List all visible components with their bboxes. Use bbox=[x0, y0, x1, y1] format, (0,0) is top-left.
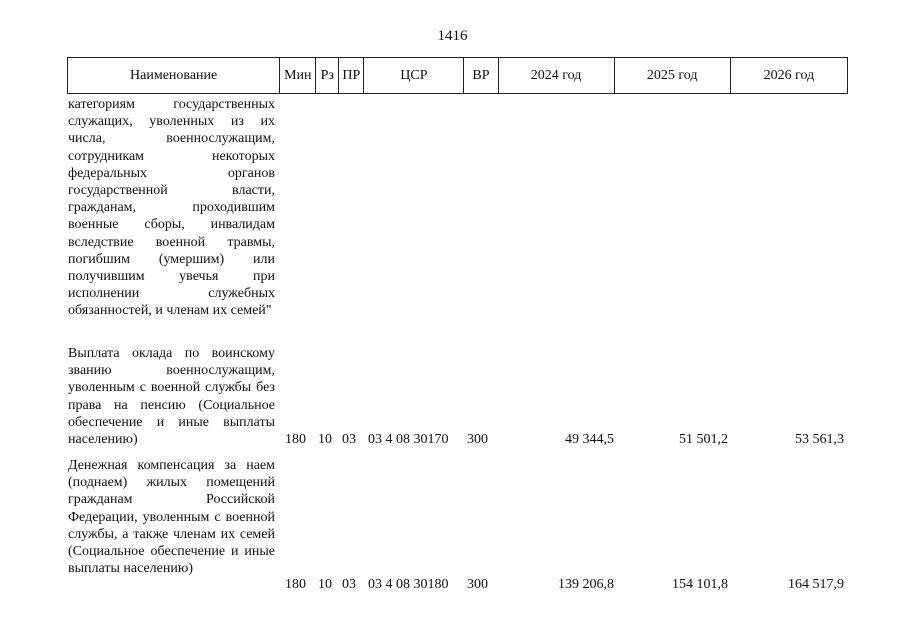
row-vr: 300 bbox=[467, 577, 488, 592]
row-min: 180 bbox=[285, 577, 306, 592]
row-name: Выплата оклада по воинскому званию военнослужащим, уволенным с военной службы без права на пенсию (Социальное обеспечение и иные выплаты населению) bbox=[68, 346, 275, 448]
header-2025: 2025 год bbox=[614, 58, 730, 94]
header-csr: ЦСР bbox=[364, 58, 464, 94]
header-vr: ВР bbox=[464, 58, 498, 94]
row-vr: 300 bbox=[467, 432, 488, 447]
header-min: Мин bbox=[280, 58, 316, 94]
row-2026: 164 517,9 bbox=[788, 577, 844, 592]
row-csr: 03 4 08 30170 bbox=[368, 432, 449, 447]
table-header bbox=[67, 57, 848, 94]
row-2025: 154 101,8 bbox=[672, 577, 728, 592]
row-2024: 49 344,5 bbox=[565, 432, 614, 447]
row-name: Денежная компенсация за наем (поднаем) жилых помещений гражданам Российской Федерации, уволенным с военной службы, а также членам их семей (Социальное обеспечение и иные выплаты населению) bbox=[68, 458, 275, 577]
row-csr: 03 4 08 30180 bbox=[368, 577, 449, 592]
header-rz: Рз bbox=[316, 58, 339, 94]
header-pr: ПР bbox=[339, 58, 364, 94]
header-2024: 2024 год bbox=[498, 58, 614, 94]
header-2026: 2026 год bbox=[730, 58, 847, 94]
page-number: 1416 bbox=[437, 28, 468, 44]
row-2024: 139 206,8 bbox=[558, 577, 614, 592]
row-2026: 53 561,3 bbox=[795, 432, 844, 447]
row-name: категориям государственных служащих, уволенных из их числа, военнослужащим, сотрудникам некоторых федеральных органов государственной власти, гражданам, проходившим военные сборы, инвалидам вследствие военной травмы, погибшим (умершим) или получившим увечья при исполнении служебных обязанностей, и членам их семей" bbox=[68, 97, 275, 319]
row-rz: 10 bbox=[318, 432, 332, 447]
row-rz: 10 bbox=[318, 577, 332, 592]
row-min: 180 bbox=[285, 432, 306, 447]
row-pr: 03 bbox=[342, 577, 356, 592]
header-name: Наименование bbox=[68, 58, 280, 94]
row-pr: 03 bbox=[342, 432, 356, 447]
row-2025: 51 501,2 bbox=[679, 432, 728, 447]
